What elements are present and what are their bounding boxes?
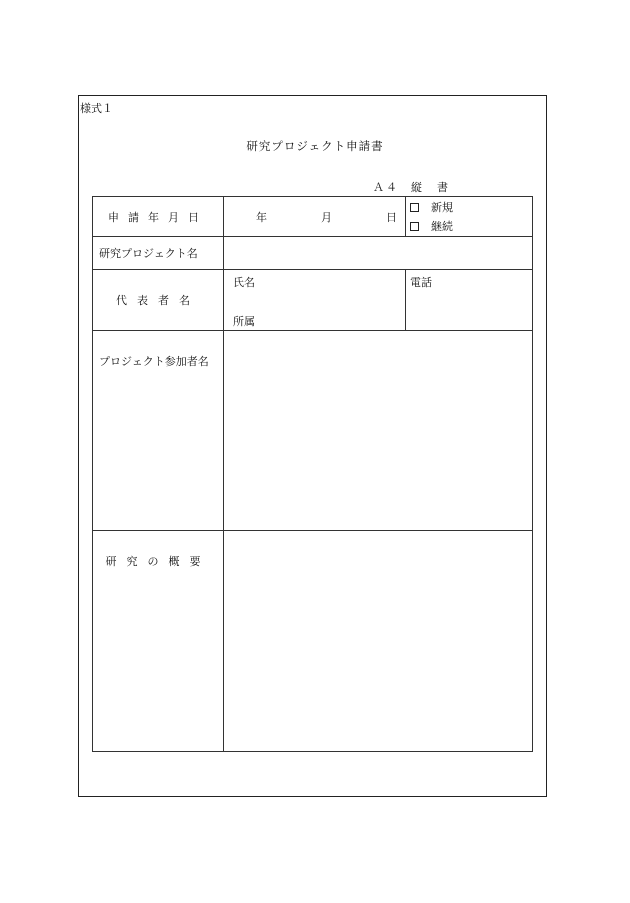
participants-label: プロジェクト参加者名: [93, 331, 224, 531]
representative-row: [93, 270, 533, 331]
format-note: [373, 179, 450, 195]
project-name-row: [93, 237, 533, 270]
option-continue[interactable]: [406, 217, 532, 236]
phone-field[interactable]: [406, 270, 533, 331]
paper-size: Ａ４: [373, 181, 399, 194]
application-date-label: 申請年月日: [93, 197, 224, 237]
project-name-label: 研究プロジェクト名: [93, 237, 224, 270]
month-label: 月: [321, 210, 334, 224]
checkbox-new[interactable]: [410, 203, 419, 212]
summary-label: 研究の概要: [93, 531, 224, 752]
application-type-cell: [406, 197, 533, 237]
year-label: 年: [256, 210, 269, 224]
checkbox-continue[interactable]: [410, 222, 419, 231]
participants-field[interactable]: [224, 331, 533, 531]
option-continue-label: 継続: [431, 220, 453, 233]
phone-label: 電話: [410, 276, 432, 289]
document-title: 研究プロジェクト申請書: [246, 139, 384, 153]
representative-label: 代表者名: [93, 270, 224, 331]
application-form: [92, 196, 533, 752]
day-label: 日: [386, 210, 399, 224]
option-new[interactable]: [406, 198, 532, 217]
representative-field[interactable]: [224, 270, 406, 331]
project-name-field[interactable]: [224, 237, 533, 270]
summary-field[interactable]: [224, 531, 533, 752]
name-label: 氏名: [233, 276, 255, 289]
form-id: 様式１: [80, 102, 113, 115]
application-date-field[interactable]: [224, 197, 406, 237]
orientation: 縦 書: [411, 181, 450, 194]
option-new-label: 新規: [431, 201, 453, 214]
affiliation-label: 所属: [233, 315, 255, 328]
participants-row: [93, 331, 533, 531]
application-date-row: [93, 197, 533, 237]
summary-row: [93, 531, 533, 752]
